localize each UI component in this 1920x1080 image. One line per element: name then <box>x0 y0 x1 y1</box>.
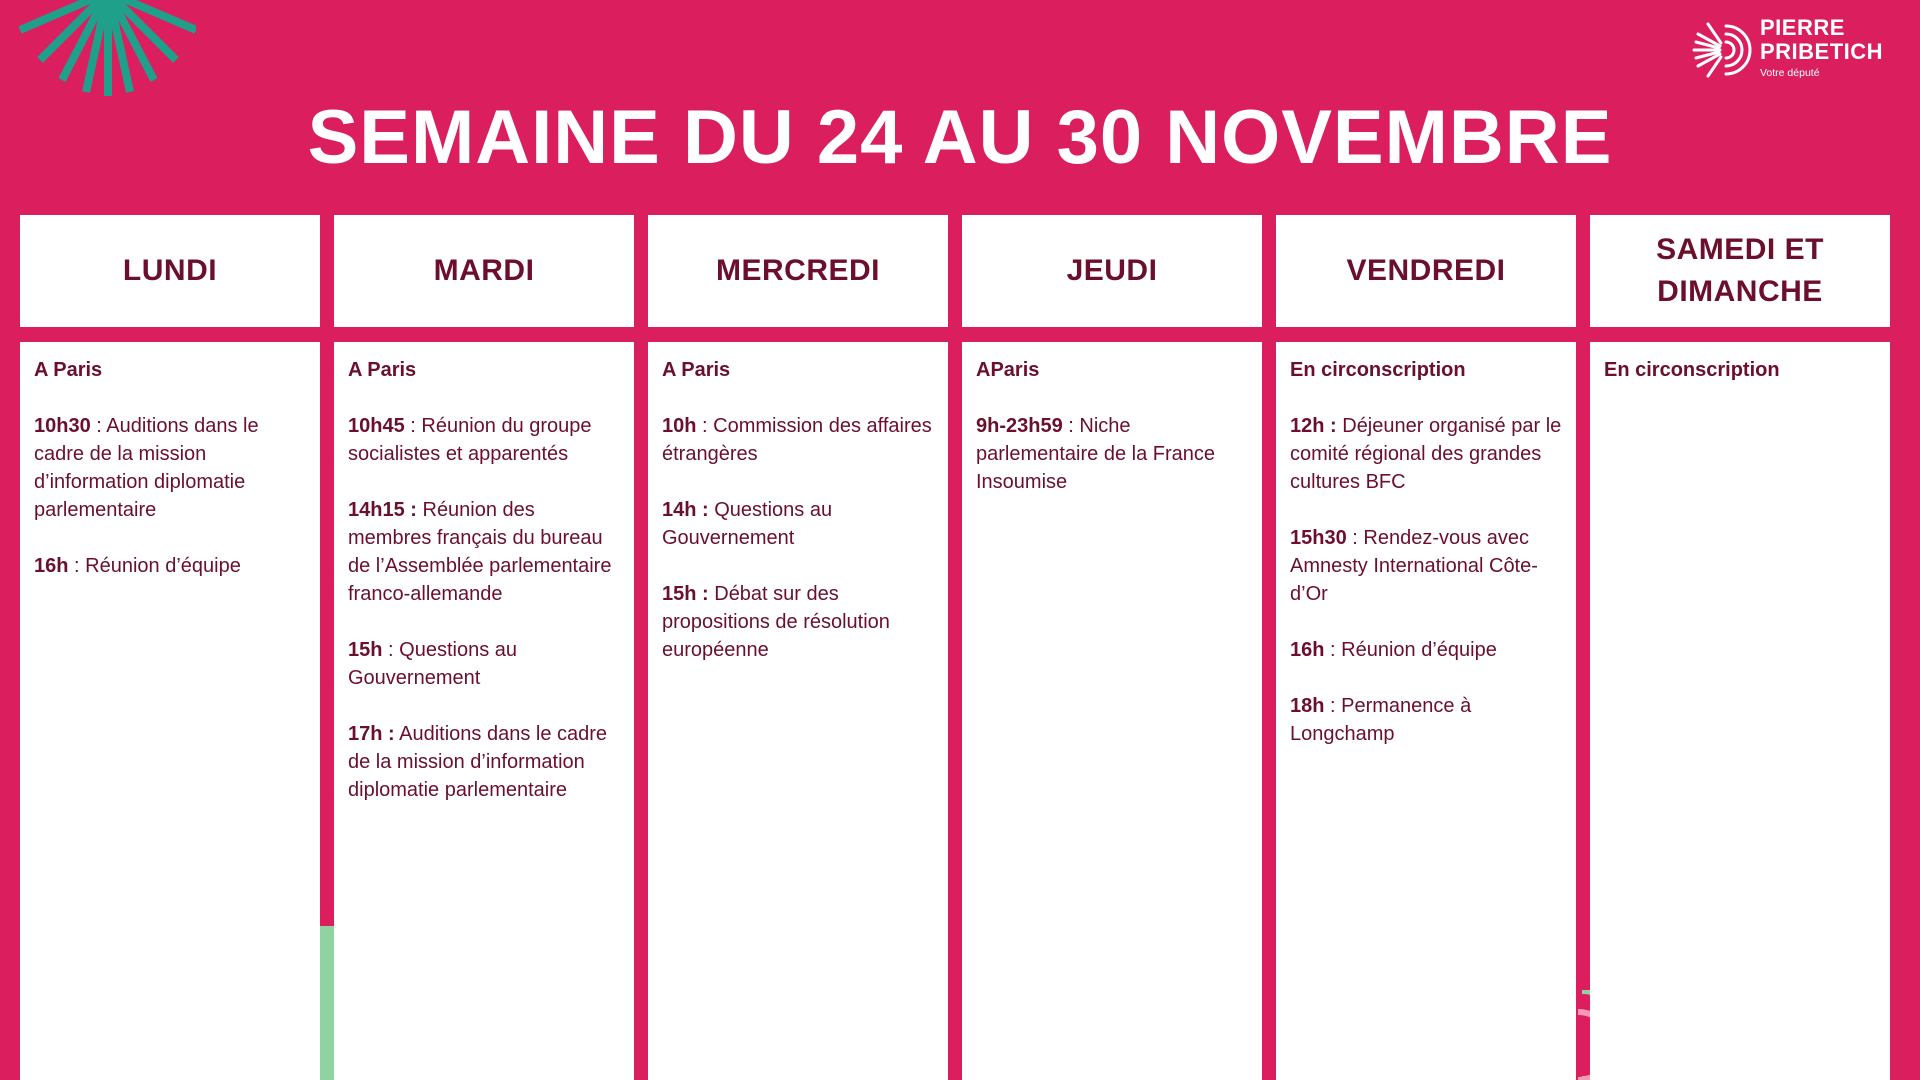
day-column <box>334 215 634 1080</box>
event-time: 10h30 <box>34 415 91 437</box>
event-description: : Questions au Gouvernement <box>348 639 517 689</box>
event-description: Réunion des membres français du bureau de l’Assemblée parlementaire franco-allemande <box>348 499 612 605</box>
day-header: LUNDI <box>20 215 320 327</box>
event-item <box>348 636 620 692</box>
event-description: : Réunion d’équipe <box>1324 639 1497 661</box>
day-location: En circonscription <box>1290 359 1466 381</box>
day-column <box>1276 215 1576 1080</box>
day-body <box>962 342 1262 1080</box>
event-item <box>662 580 934 664</box>
logo-name-line1: PIERRE <box>1760 15 1845 40</box>
day-column <box>962 215 1262 1080</box>
logo-text <box>1760 16 1883 80</box>
event-description: : Réunion d’équipe <box>68 555 241 577</box>
event-item <box>1290 636 1562 664</box>
day-location: A Paris <box>348 359 417 381</box>
day-location: A Paris <box>662 359 731 381</box>
logo-name-line2: PRIBETICH <box>1760 39 1884 64</box>
event-description: : Niche parlementaire de la France Insoumise <box>976 415 1216 493</box>
day-body <box>1590 342 1890 1080</box>
day-location: En circonscription <box>1604 359 1780 381</box>
event-time: 9h-23h59 <box>976 415 1063 437</box>
event-item <box>348 720 620 804</box>
event-item <box>662 496 934 552</box>
event-time: 16h <box>34 555 69 577</box>
event-time: 10h <box>662 415 697 437</box>
event-item <box>348 496 620 608</box>
event-item <box>976 412 1248 496</box>
day-column <box>648 215 948 1080</box>
event-description: Déjeuner organisé par le comité régional des grandes cultures BFC <box>1290 415 1562 493</box>
event-description: : Auditions dans le cadre de la mission d’information diplomatie parlementaire <box>34 415 259 521</box>
event-item <box>1290 692 1562 748</box>
day-body <box>334 342 634 1080</box>
day-body <box>1276 342 1576 1080</box>
event-item <box>662 412 934 468</box>
event-item <box>1290 412 1562 496</box>
logo-tagline: Votre député <box>1760 67 1820 79</box>
event-description: : Réunion du groupe socialistes et apparentés <box>348 415 592 465</box>
day-header: MARDI <box>334 215 634 327</box>
weekly-schedule <box>20 215 1893 1080</box>
logo-fingerprint-icon <box>1690 18 1756 82</box>
event-item <box>34 552 306 580</box>
event-time: 15h <box>348 639 383 661</box>
event-time: 15h30 <box>1290 527 1347 549</box>
day-header: JEUDI <box>962 215 1262 327</box>
event-time: 14h15 : <box>348 499 417 521</box>
page-title: SEMAINE DU 24 AU 30 NOVEMBRE <box>307 95 1613 180</box>
day-body <box>20 342 320 1080</box>
event-description: Débat sur des propositions de résolution européenne <box>662 583 890 661</box>
day-header: SAMEDI ET DIMANCHE <box>1590 215 1890 327</box>
event-time: 17h : <box>348 723 395 745</box>
day-location: A Paris <box>34 359 103 381</box>
event-item <box>348 412 620 468</box>
event-time: 12h : <box>1290 415 1337 437</box>
day-body <box>648 342 948 1080</box>
event-time: 10h45 <box>348 415 405 437</box>
event-time: 15h : <box>662 583 709 605</box>
day-location: AParis <box>976 359 1040 381</box>
event-description: : Commission des affaires étrangères <box>662 415 932 465</box>
day-header: MERCREDI <box>648 215 948 327</box>
sunburst-decoration <box>16 0 196 100</box>
event-time: 18h <box>1290 695 1325 717</box>
day-column <box>1590 215 1890 1080</box>
event-item <box>34 412 306 524</box>
event-description: : Rendez-vous avec Amnesty International Côte-d’Or <box>1290 527 1538 605</box>
event-description: Auditions dans le cadre de la mission d’information diplomatie parlementaire <box>348 723 608 801</box>
event-description: : Permanence à Longchamp <box>1290 695 1472 745</box>
day-header: VENDREDI <box>1276 215 1576 327</box>
logo <box>1690 16 1900 86</box>
event-description: Questions au Gouvernement <box>662 499 833 549</box>
event-time: 14h : <box>662 499 709 521</box>
day-column <box>20 215 320 1080</box>
event-item <box>1290 524 1562 608</box>
event-time: 16h <box>1290 639 1325 661</box>
